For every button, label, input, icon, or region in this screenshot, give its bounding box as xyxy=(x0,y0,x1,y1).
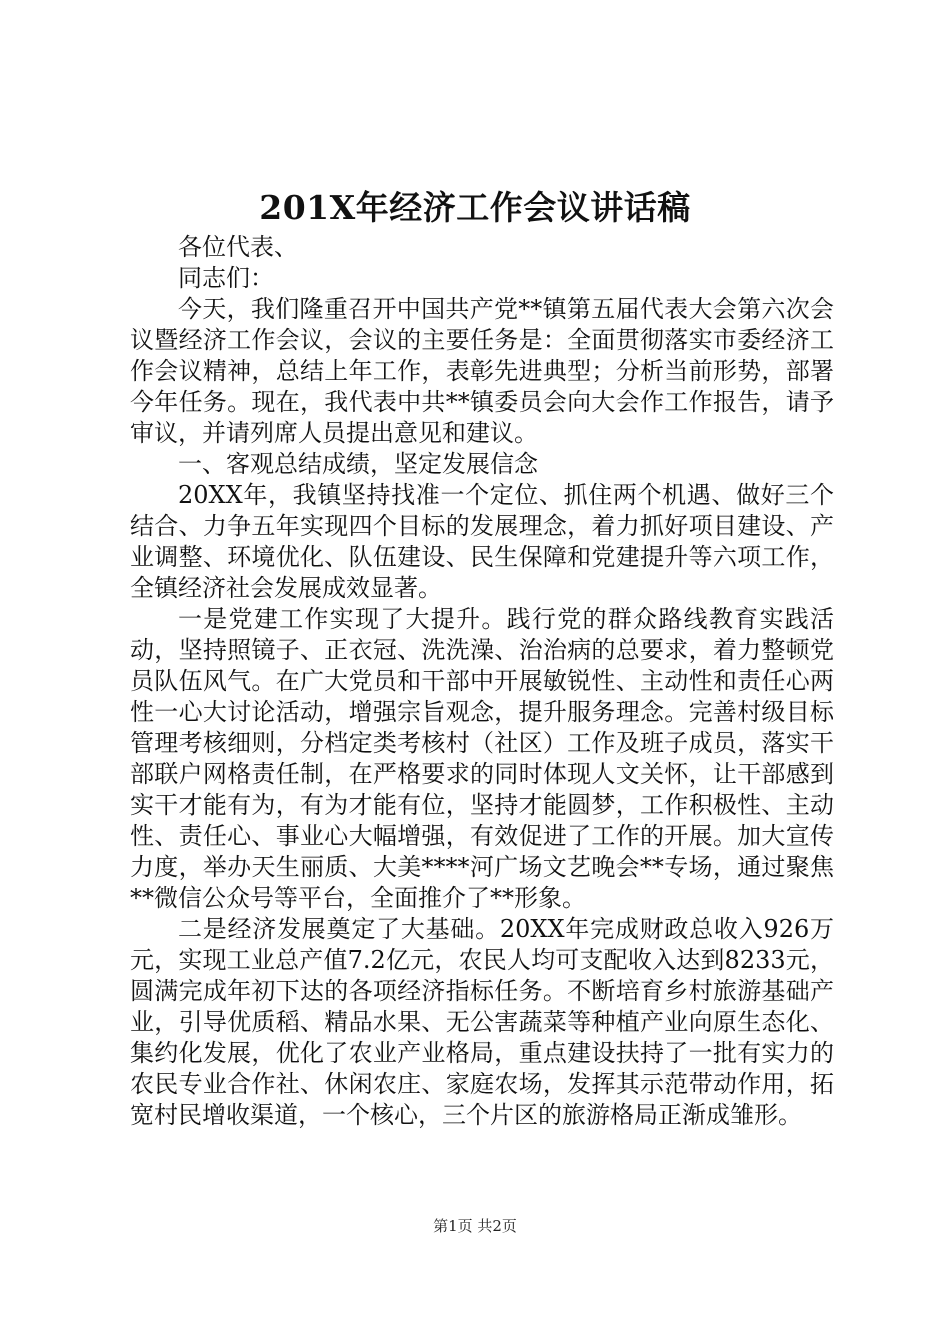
salutation-line: 各位代表、 xyxy=(178,233,298,261)
page-footer: 第1页 共2页 xyxy=(433,1217,517,1235)
document-body xyxy=(130,232,834,1131)
body-paragraph: 一是党建工作实现了大提升。践行党的群众路线教育实践活动，坚持照镜子、正衣冠、洗洗澡、治治病的总要求，着力整顿党员队伍风气。在广大党员和干部中开展敏锐性、主动性和责任心两性一心大讨论活动，增强宗旨观念，提升服务理念。完善村级目标管理考核细则，分档定类考核村（社区）工作及班子成员，落实干部联户网格责任制，在严格要求的同时体现人文关怀，让干部感到实干才能有为，有为才能有位，坚持才能圆梦，工作积极性、主动性、责任心、事业心大幅增强，有效促进了工作的开展。加大宣传力度，举办天生丽质、大美****河广场文艺晚会**专场，通过聚焦**微信公众号等平台，全面推介了**形象。 xyxy=(130,605,834,912)
section-heading: 一、客观总结成绩，坚定发展信念 xyxy=(178,450,538,478)
opening-paragraph: 今天，我们隆重召开中国共产党**镇第五届代表大会第六次会议暨经济工作会议，会议的主要任务是：全面贯彻落实市委经济工作会议精神，总结上年工作，表彰先进典型；分析当前形势，部署今年任务。现在，我代表中共**镇委员会向大会作工作报告，请予审议，并请列席人员提出意见和建议。 xyxy=(130,295,834,447)
body-paragraph: 二是经济发展奠定了大基础。20XX年完成财政总收入926万元，实现工业总产值7.2亿元，农民人均可支配收入达到8233元，圆满完成年初下达的各项经济指标任务。不断培育乡村旅游基础产业，引导优质稻、精品水果、无公害蔬菜等种植产业向原生态化、集约化发展，优化了农业产业格局，重点建设扶持了一批有实力的农民专业合作社、休闲农庄、家庭农场，发挥其示范带动作用，拓宽村民增收渠道，一个核心，三个片区的旅游格局正渐成雏形。 xyxy=(130,915,834,1129)
salutation-line: 同志们： xyxy=(178,264,274,292)
document-title: 201X年经济工作会议讲话稿 xyxy=(259,188,691,227)
body-paragraph: 20XX年，我镇坚持找准一个定位、抓住两个机遇、做好三个结合、力争五年实现四个目标的发展理念，着力抓好项目建设、产业调整、环境优化、队伍建设、民生保障和党建提升等六项工作，全镇经济社会发展成效显著。 xyxy=(130,481,834,602)
